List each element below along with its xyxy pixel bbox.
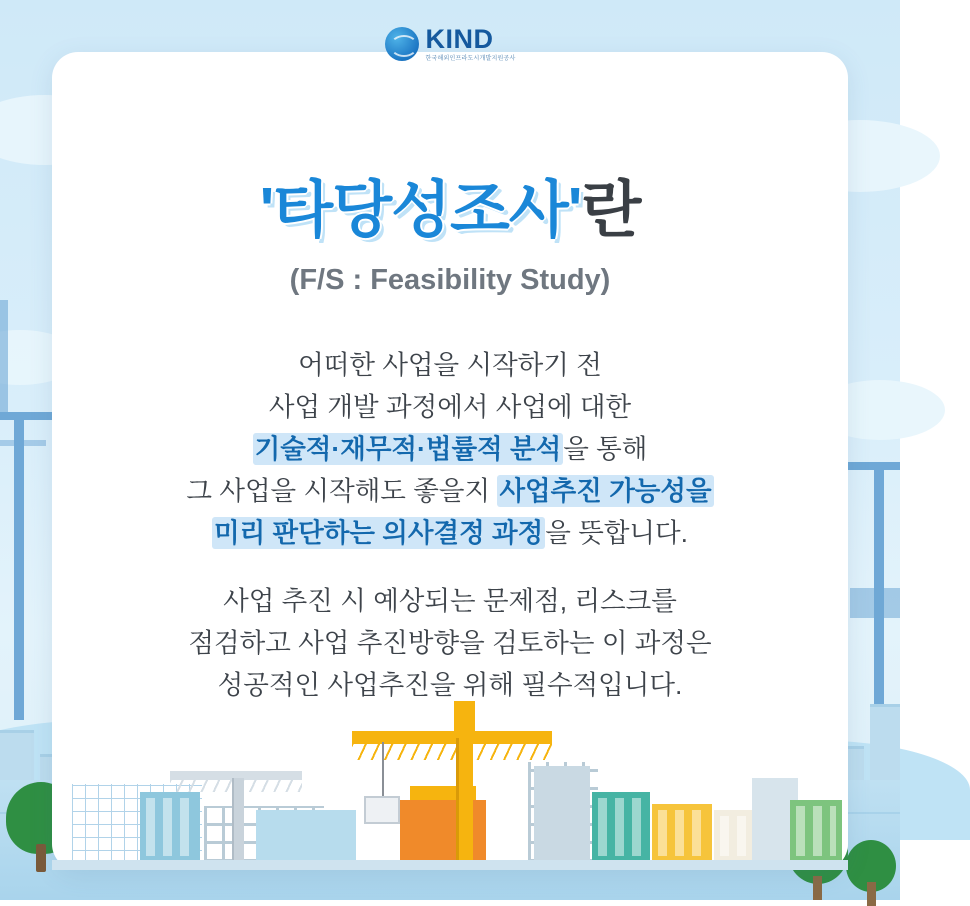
foreground-tree — [846, 840, 896, 906]
window-grid — [598, 798, 644, 856]
body-line — [52, 470, 848, 512]
brand-logo-text — [426, 26, 516, 62]
building-under-construction — [592, 792, 650, 862]
body-line — [52, 580, 848, 622]
plain-text: 점검하고 사업 추진방향을 검토하는 이 과정은 — [188, 628, 712, 658]
kind-globe-logo-icon — [385, 27, 419, 61]
window-grid — [658, 810, 706, 856]
content-card — [52, 24, 848, 870]
plain-text: 을 뜻합니다. — [545, 518, 688, 548]
background-crane-mast — [14, 420, 24, 720]
crane-cable — [382, 742, 384, 798]
highlighted-text: 미리 판단하는 의사결정 과정 — [213, 518, 544, 548]
background-crane-jib — [0, 440, 46, 446]
window-grid — [146, 798, 194, 856]
illustration-ground — [52, 860, 848, 870]
building-under-construction — [534, 766, 590, 862]
tree-trunk — [867, 882, 876, 906]
body-line — [52, 344, 848, 386]
grey-crane-tower — [232, 778, 244, 862]
body-paragraph-1 — [52, 344, 848, 554]
highlighted-text: 사업추진 가능성을 — [499, 476, 712, 506]
highlighted-text: 기술적·재무적·법률적 분석 — [254, 434, 562, 464]
brand-name: KIND — [425, 24, 494, 54]
page-title-tail: 란 — [581, 176, 641, 245]
background-crane-mast — [0, 300, 8, 420]
tree-trunk — [36, 844, 46, 872]
tree-trunk — [813, 876, 822, 900]
body-line — [52, 386, 848, 428]
building-under-construction — [790, 800, 842, 862]
page-title — [52, 160, 848, 249]
plain-text: 성공적인 사업추진을 위해 필수적입니다. — [217, 670, 683, 700]
plain-text: 사업 추진 시 예상되는 문제점, 리스크를 — [223, 586, 677, 616]
page-subtitle: (F/S : Feasibility Study) — [289, 264, 611, 296]
background-truss — [850, 588, 900, 618]
building-under-construction — [256, 810, 356, 862]
building-under-construction — [652, 804, 712, 862]
body-line — [52, 512, 848, 554]
yellow-crane-mast-top — [454, 701, 475, 731]
brand-subtitle: 한국해외인프라도시개발지원공사 — [425, 56, 516, 62]
crane-load-crate — [364, 796, 400, 824]
construction-illustration — [52, 640, 848, 870]
building-under-construction — [400, 800, 486, 862]
yellow-crane-tower — [456, 738, 473, 862]
plain-text: 그 사업을 시작해도 좋을지 — [186, 476, 498, 506]
plain-text: 어떠한 사업을 시작하기 전 — [298, 350, 602, 380]
plain-text: 을 통해 — [563, 434, 648, 464]
page-title-main: '타당성조사' — [259, 176, 582, 245]
window-grid — [796, 806, 836, 856]
body-line — [52, 428, 848, 470]
brand-logo — [52, 16, 848, 72]
plain-text: 사업 개발 과정에서 사업에 대한 — [268, 392, 632, 422]
building-under-construction — [140, 792, 200, 862]
